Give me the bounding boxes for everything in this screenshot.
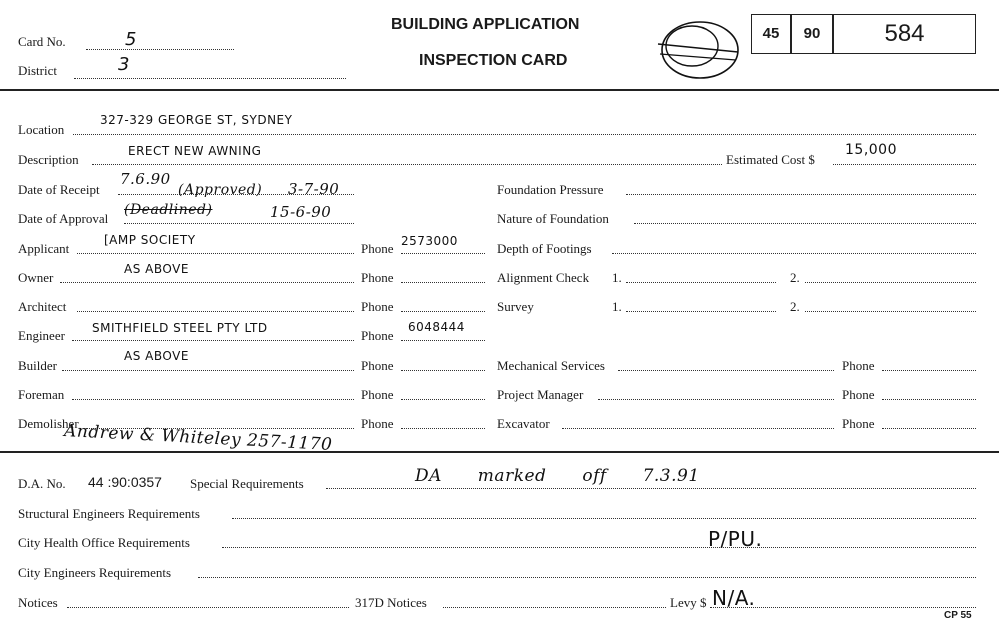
applicant-phone-dots (401, 253, 485, 254)
architect-dots (77, 311, 354, 312)
title-line-2: INSPECTION CARD (419, 52, 568, 69)
foundation-pressure-dots (626, 194, 976, 195)
survey-1-dots (626, 311, 776, 312)
mechanical-services-label: Mechanical Services (497, 358, 605, 373)
date-receipt-value-2: 3-7-90 (288, 180, 340, 198)
city-engineers-dots (198, 577, 976, 578)
builder-phone-label: Phone (361, 358, 394, 373)
district-dots (74, 78, 346, 79)
special-req-label: Special Requirements (190, 476, 304, 491)
foundation-pressure-label: Foundation Pressure (497, 182, 604, 197)
project-manager-phone-dots (882, 399, 976, 400)
owner-label: Owner (18, 270, 54, 285)
description-dots (92, 164, 722, 165)
survey-1: 1. (612, 299, 622, 314)
applicant-phone-label: Phone (361, 241, 394, 256)
survey-2: 2. (790, 299, 800, 314)
alignment-check-1: 1. (612, 270, 622, 285)
lower-rule (0, 451, 999, 453)
survey-label: Survey (497, 299, 534, 314)
depth-footings-label: Depth of Footings (497, 241, 592, 256)
mechanical-services-dots (618, 370, 834, 371)
card-no-dots (86, 49, 234, 50)
applicant-dots (77, 253, 354, 254)
alignment-check-2: 2. (790, 270, 800, 285)
notices-317d-dots (443, 607, 666, 608)
mechanical-phone-dots (882, 370, 976, 371)
applicant-value: [AMP SOCIETY (104, 233, 196, 247)
form-code: CP 55 (944, 610, 972, 621)
location-label: Location (18, 122, 65, 137)
date-approval-value: 15-6-90 (270, 203, 332, 221)
excavator-dots (562, 428, 834, 429)
box-584: 584 (884, 20, 925, 47)
city-health-label: City Health Office Requirements (18, 535, 190, 550)
foreman-dots (72, 399, 354, 400)
district-label: District (18, 63, 57, 78)
engineer-dots (72, 340, 354, 341)
builder-phone-dots (401, 370, 485, 371)
alignment-check-1-dots (626, 282, 776, 283)
date-approval-label: Date of Approval (18, 211, 109, 226)
project-manager-dots (598, 399, 834, 400)
applicant-label: Applicant (18, 241, 70, 256)
architect-phone-dots (401, 311, 485, 312)
box-45: 45 (762, 25, 780, 42)
nature-foundation-label: Nature of Foundation (497, 211, 609, 226)
engineer-phone: 6048444 (408, 320, 465, 334)
project-manager-phone-label: Phone (842, 387, 875, 402)
stamp-mark (650, 14, 744, 84)
demolisher-note: Andrew & Whiteley 257-1170 (63, 420, 333, 456)
special-req-value: DA marked off 7.3.91 (415, 466, 700, 486)
demolisher-phone-label: Phone (361, 416, 394, 431)
estimated-cost-label: Estimated Cost $ (726, 152, 815, 167)
applicant-phone: 2573000 (401, 234, 458, 248)
notices-317d-label: 317D Notices (355, 595, 427, 610)
card-no-label: Card No. (18, 34, 66, 49)
project-manager-label: Project Manager (497, 387, 584, 402)
special-req-dots (326, 488, 976, 489)
description-value: ERECT NEW AWNING (128, 144, 262, 158)
nature-foundation-dots (634, 223, 976, 224)
owner-value: AS ABOVE (124, 262, 189, 276)
alignment-check-2-dots (805, 282, 976, 283)
city-health-dots (222, 547, 976, 548)
engineer-label: Engineer (18, 328, 65, 343)
engineer-value: SMITHFIELD STEEL PTY LTD (92, 321, 268, 335)
excavator-phone-label: Phone (842, 416, 875, 431)
date-receipt-note: (Approved) (178, 182, 263, 198)
owner-phone-dots (401, 282, 485, 283)
location-dots (73, 134, 976, 135)
notices-dots (67, 607, 349, 608)
demolisher-label: Demolisher (18, 416, 79, 431)
foreman-phone-label: Phone (361, 387, 394, 402)
depth-footings-dots (612, 253, 976, 254)
header-rule (0, 89, 999, 91)
city-health-value: P/PU. (708, 527, 763, 551)
estimated-cost-value: 15,000 (845, 142, 897, 158)
owner-phone-label: Phone (361, 270, 394, 285)
survey-2-dots (805, 311, 976, 312)
notices-label: Notices (18, 595, 58, 610)
builder-value: AS ABOVE (124, 349, 189, 363)
structural-label: Structural Engineers Requirements (18, 506, 200, 521)
builder-label: Builder (18, 358, 57, 373)
title-line-1: BUILDING APPLICATION (391, 16, 580, 33)
owner-dots (60, 282, 354, 283)
foreman-phone-dots (401, 399, 485, 400)
builder-dots (62, 370, 354, 371)
excavator-label: Excavator (497, 416, 550, 431)
mechanical-phone-label: Phone (842, 358, 875, 373)
structural-dots (232, 518, 976, 519)
da-no-value: 44 :90:0357 (88, 474, 162, 490)
city-engineers-label: City Engineers Requirements (18, 565, 172, 580)
architect-phone-label: Phone (361, 299, 394, 314)
excavator-phone-dots (882, 428, 976, 429)
date-receipt-value: 7.6.90 (120, 170, 171, 188)
demolisher-phone-dots (401, 428, 485, 429)
architect-label: Architect (18, 299, 67, 314)
card-number-box (751, 14, 976, 54)
engineer-phone-label: Phone (361, 328, 394, 343)
estimated-cost-dots (833, 164, 976, 165)
levy-label: Levy $ (670, 595, 707, 610)
engineer-phone-dots (401, 340, 485, 341)
district-value: 3 (118, 54, 130, 75)
location-value: 327-329 GEORGE ST, SYDNEY (100, 113, 293, 127)
date-approval-struck: (Deadlined) (124, 202, 213, 218)
box-90: 90 (803, 25, 821, 42)
description-label: Description (18, 152, 79, 167)
alignment-check-label: Alignment Check (497, 270, 590, 285)
foreman-label: Foreman (18, 387, 65, 402)
da-no-label: D.A. No. (18, 476, 66, 491)
date-receipt-label: Date of Receipt (18, 182, 100, 197)
date-approval-dots (124, 223, 354, 224)
levy-value: N/A. (712, 586, 756, 610)
card-no-value: 5 (125, 29, 137, 50)
